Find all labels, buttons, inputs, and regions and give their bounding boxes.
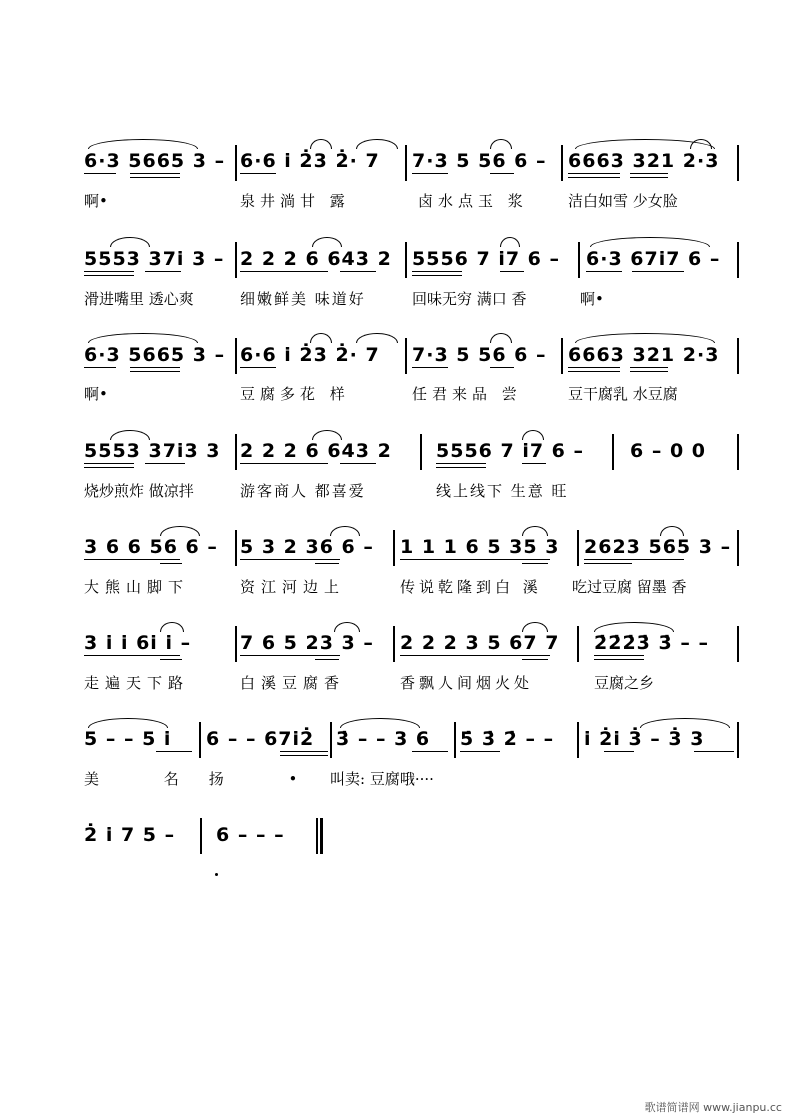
barline (577, 722, 579, 758)
lyric-4-1: 烧炒煎炸 做凉拌 (84, 482, 194, 500)
beam (84, 367, 116, 368)
slur (522, 622, 548, 632)
barline (235, 338, 237, 374)
barline (330, 722, 332, 758)
barline (393, 626, 395, 662)
score-row-7 (0, 728, 790, 758)
beam (315, 659, 339, 660)
measure-7-1: 5 – – 5 i (84, 728, 172, 750)
beam (280, 755, 328, 756)
slur (334, 622, 360, 632)
slur (110, 237, 150, 247)
beam (130, 371, 180, 372)
slur (340, 718, 420, 728)
barline (737, 338, 739, 374)
beam (160, 659, 182, 660)
beam (568, 367, 620, 368)
slur (88, 333, 198, 343)
measure-1-3: 7·3 5 56 6 – (412, 150, 547, 172)
slur (490, 333, 512, 343)
lyric-2-3: 回味无穷 满口 香 (412, 290, 527, 308)
barline (235, 242, 237, 278)
slur (522, 430, 544, 440)
lyric-6-3: 香飘人间烟火处 (400, 674, 534, 692)
lyric-2-2: 细嫩鲜美 味道好 (240, 290, 366, 308)
measure-8-2: 6 – – – (216, 824, 285, 846)
low-octave-dot (215, 873, 218, 876)
lyrics-row-3 (0, 385, 790, 415)
beam (632, 271, 684, 272)
beam (412, 271, 462, 272)
measure-2-2: 2 2 2 6 643 2 (240, 248, 392, 270)
measure-5-1: 3 6 6 56 6 – (84, 536, 218, 558)
measure-4-2: 2 2 2 6 643 2 (240, 440, 392, 462)
beam (630, 177, 668, 178)
lyric-1-4: 洁白如雪 少女脸 (568, 192, 678, 210)
measure-1-2: 6·6 i 2̇3 2̇· 7 (240, 150, 380, 172)
measure-3-2: 6·6 i 2̇3 2̇· 7 (240, 344, 380, 366)
barline (737, 242, 739, 278)
lyric-3-3: 任君来品 尝 (412, 385, 522, 403)
beam (412, 367, 448, 368)
beam (436, 463, 486, 464)
lyrics-row-5 (0, 578, 790, 608)
lyric-6-4: 豆腐之乡 (594, 674, 655, 692)
barline (737, 434, 739, 470)
beam (586, 271, 622, 272)
slur (356, 139, 398, 149)
lyric-4-2: 游客商人 都喜爱 (240, 482, 366, 500)
beam (84, 173, 116, 174)
barline (578, 242, 580, 278)
beam (490, 367, 514, 368)
final-barline (320, 818, 323, 854)
barline (405, 338, 407, 374)
slur (500, 237, 520, 247)
beam (240, 559, 340, 560)
slur (356, 333, 398, 343)
measure-3-4: 6663 321 2·3 (568, 344, 720, 366)
lyric-3-2: 豆腐多花 样 (240, 385, 350, 403)
barline (235, 434, 237, 470)
lyric-7-1: 美 名扬 • (84, 770, 328, 788)
measure-5-3: 1 1 1 6 5 35 3 (400, 536, 560, 558)
beam (240, 463, 328, 464)
barline (199, 722, 201, 758)
measure-4-4: 6 – 0 0 (630, 440, 707, 462)
slur (160, 622, 184, 632)
slur (690, 139, 712, 149)
beam (594, 655, 644, 656)
slur (330, 526, 360, 536)
beam (315, 563, 339, 564)
lyric-6-2: 白溪豆腐香 (240, 674, 346, 692)
barline (612, 434, 614, 470)
beam (340, 271, 376, 272)
barline (737, 530, 739, 566)
slur (312, 430, 342, 440)
lyric-5-3: 传说乾隆到白 溪 (400, 578, 542, 596)
measure-2-3: 5556 7 i7 6 – (412, 248, 561, 270)
slur (590, 237, 710, 247)
barline (561, 145, 563, 181)
beam (604, 751, 634, 752)
barline (405, 242, 407, 278)
lyrics-row-4 (0, 482, 790, 512)
lyric-3-1: 啊• (84, 385, 108, 403)
score-row-3 (0, 344, 790, 374)
measure-3-3: 7·3 5 56 6 – (412, 344, 547, 366)
measure-6-1: 3 i i 6i i – (84, 632, 192, 654)
beam (84, 655, 180, 656)
beam (500, 271, 524, 272)
beam (240, 271, 328, 272)
lyric-3-4: 豆干腐乳 水豆腐 (568, 385, 678, 403)
barline (737, 145, 739, 181)
slur (660, 526, 684, 536)
beam (630, 173, 668, 174)
beam (240, 655, 340, 656)
measure-2-4: 6·3 67i7 6 – (586, 248, 721, 270)
beam (145, 271, 181, 272)
slur (640, 718, 730, 728)
beam (522, 463, 546, 464)
beam (130, 177, 180, 178)
slur (88, 718, 168, 728)
beam (84, 275, 134, 276)
barline (405, 145, 407, 181)
beam (84, 467, 134, 468)
slur (310, 139, 332, 149)
measure-7-3: 3̇ – – 3 6 (336, 728, 431, 750)
lyric-5-1: 大熊山脚下 (84, 578, 190, 596)
lyric-1-2: 泉井淌甘 露 (240, 192, 350, 210)
beam (568, 371, 620, 372)
slur (88, 139, 198, 149)
measure-7-2: 6 – – 67i2̇ (206, 728, 315, 750)
beam (436, 467, 486, 468)
beam (584, 563, 632, 564)
measure-1-1: 6·3 5665 3 – (84, 150, 226, 172)
measure-4-3: 5556 7 i7 6 – (436, 440, 585, 462)
barline (561, 338, 563, 374)
beam (84, 559, 180, 560)
beam (630, 371, 668, 372)
beam (340, 463, 376, 464)
beam (568, 177, 620, 178)
beam (160, 563, 182, 564)
lyric-1-1: 啊• (84, 192, 108, 210)
score-row-2 (0, 248, 790, 278)
beam (594, 659, 644, 660)
beam (412, 751, 448, 752)
beam (240, 173, 276, 174)
measure-7-5: i 2̇i 3̇ – 3̇ 3 (584, 728, 705, 750)
measure-8-1: 2̇ i 7 5 – (84, 824, 176, 846)
beam (412, 173, 448, 174)
lyrics-row-2 (0, 290, 790, 320)
watermark: 歌谱简谱网 www.jianpu.cc (644, 1101, 782, 1114)
measure-5-4: 2623 565 3 – (584, 536, 732, 558)
measure-6-4: 2̇2̇2̇3̇ 3̇ – – (594, 632, 709, 654)
measure-3-1: 6·3 5665 3 – (84, 344, 226, 366)
beam (630, 367, 668, 368)
slur (310, 333, 332, 343)
lyric-4-3: 线上线下 生意 旺 (436, 482, 569, 500)
beam (156, 751, 192, 752)
beam (240, 367, 276, 368)
lyrics-row-6 (0, 674, 790, 704)
barline (737, 722, 739, 758)
measure-6-3: 2 2 2 3 5 67 7 (400, 632, 560, 654)
beam (584, 559, 684, 560)
barline (235, 626, 237, 662)
slur (312, 237, 342, 247)
beam (84, 463, 134, 464)
beam (522, 659, 548, 660)
beam (280, 751, 328, 752)
slur (575, 333, 715, 343)
lyric-7-2: 叫卖: 豆腐哦···· (330, 770, 434, 788)
slur (160, 526, 200, 536)
barline (235, 530, 237, 566)
beam (490, 173, 514, 174)
barline (454, 722, 456, 758)
score-row-5 (0, 536, 790, 566)
beam (145, 463, 185, 464)
slur (110, 430, 150, 440)
lyric-2-1: 滑进嘴里 透心爽 (84, 290, 194, 308)
barline (577, 626, 579, 662)
lyric-5-2: 资江河边上 (240, 578, 346, 596)
beam (400, 559, 550, 560)
measure-5-2: 5 3 2 36 6 – (240, 536, 374, 558)
barline (235, 145, 237, 181)
measure-4-1: 5553 37i3 3 (84, 440, 221, 462)
beam (84, 271, 134, 272)
beam (460, 751, 500, 752)
lyrics-row-1 (0, 192, 790, 222)
barline (577, 530, 579, 566)
measure-2-1: 5553 37i 3 – (84, 248, 225, 270)
slur (522, 526, 548, 536)
barline (393, 530, 395, 566)
beam (130, 173, 180, 174)
beam (400, 655, 550, 656)
lyric-1-3: 卤水点玉 浆 (418, 192, 528, 210)
beam (130, 367, 180, 368)
barline (420, 434, 422, 470)
lyric-5-4: 吃过豆腐 留墨 香 (572, 578, 687, 596)
barline (200, 818, 202, 854)
beam (412, 275, 462, 276)
measure-6-2: 7 6 5 23 3 – (240, 632, 374, 654)
score-row-6 (0, 632, 790, 662)
beam (522, 563, 548, 564)
barline (316, 818, 318, 854)
score-row-8 (0, 824, 790, 854)
score-row-1 (0, 150, 790, 180)
beam (694, 751, 734, 752)
measure-1-4: 6663 321 2·3 (568, 150, 720, 172)
lyrics-row-7 (0, 770, 790, 800)
slur (594, 622, 674, 632)
measure-7-4: 5̇ 3̇ 2̇ – – (460, 728, 555, 750)
score-row-4 (0, 440, 790, 470)
slur (490, 139, 512, 149)
lyric-2-4: 啊• (580, 290, 604, 308)
barline (737, 626, 739, 662)
beam (568, 173, 620, 174)
lyric-6-1: 走遍天下路 (84, 674, 190, 692)
